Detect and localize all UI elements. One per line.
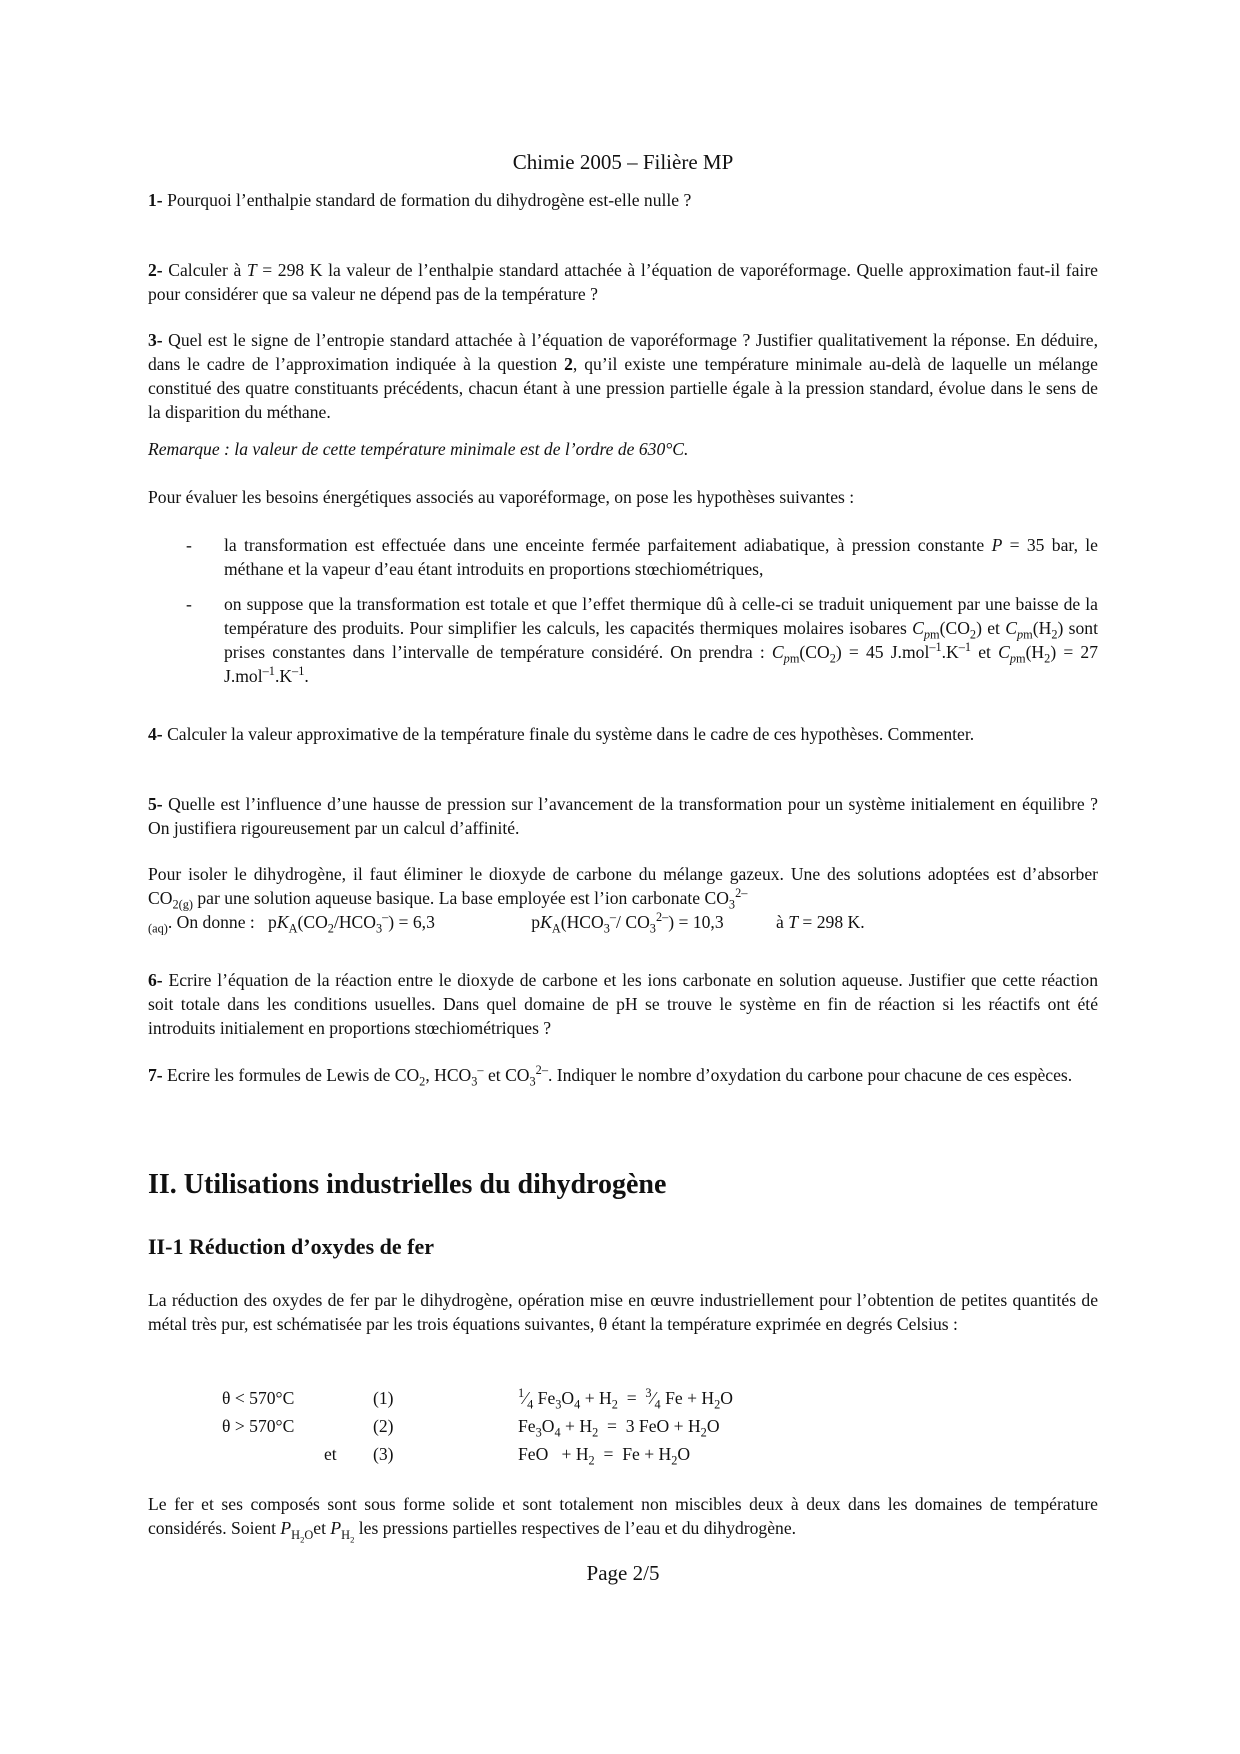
equation-condition: θ > 570°C <box>222 1416 295 1436</box>
page-header: Chimie 2005 – Filière MP <box>512 150 734 174</box>
question-7: 7- Ecrire les formules de Lewis de $CO_2$, $HCO_3^-$ et $CO_3^{2-}$. Indiquer le nombre d’oxydation du carbone pour chacune de ces espèces. <box>148 1063 1073 1089</box>
remark: Remarque : la valeur de cette température minimale est de l’ordre de 630°C. <box>148 439 689 459</box>
equation-number: (1) <box>373 1388 394 1408</box>
question-text: Quelle est l’influence d’une hausse de pression sur l’avancement de la transformation pour un système initialement en équilibre ? On justifiera rigoureusement par un calcul d’affinité. <box>148 794 1098 838</box>
equation-formula: $^1⁄_4$ $Fe_3O_4 + H_2$ = $^3⁄_4$ $Fe + H_2O$ <box>518 1386 733 1412</box>
equation-row <box>222 1440 742 1468</box>
question-number: 2- <box>148 260 163 280</box>
co2-paragraph: Pour isoler le dihydrogène, il faut éliminer le dioxyde de carbone du mélange gazeux. Une des solutions adoptées est d’absorber $CO_{2(g)}$ par une solution aqueuse basique. La base employée est l’ion carbonate $CO_3^{2-}$ $_{(aq)}$. On donne : $pK_A(CO_2/HCO_3^-) = 6,3$ $pK_A(HCO_3^-/$ $CO_3^{2-}) = 10,3$ à T = 298 K. <box>148 864 1098 936</box>
reduction-intro: La réduction des oxydes de fer par le dihydrogène, opération mise en œuvre industriellement pour l’obtention de petites quantités de métal très pur, est schématisée par les trois équations suivantes, θ étant la température exprimée en degrés Celsius : <box>148 1290 1098 1334</box>
section-title: II. Utilisations industrielles du dihydrogène <box>148 1169 667 1200</box>
question-3: 3- Quel est le signe de l’entropie standard attachée à l’équation de vaporéformage ? Justifier qualitativement la réponse. En déduire, dans le cadre de l’approximation indiquée à la question 2, qu’il existe une température minimale au-delà de laquelle un mélange constitué des quatre constituants précédents, chacun étant à une pression partielle égale à la pression standard, évolue dans le sens de la disparition du méthane. <box>148 330 1098 422</box>
list-item: - la transformation est effectuée dans une enceinte fermée parfaitement adiabatique, à pression constante P = 35 bar, le méthane et la vapeur d’eau étant introduits en proportions stœchiométriques, <box>186 535 1098 579</box>
equation-number: (2) <box>373 1416 394 1436</box>
page-footer: Page 2/5 <box>586 1561 660 1585</box>
equation-list <box>222 1384 742 1468</box>
equation-formula: FeO + $H_2 = Fe + H_2O$ <box>518 1444 691 1468</box>
equation-condition: θ < 570°C <box>222 1388 295 1408</box>
question-number: 6- <box>148 970 163 990</box>
question-text: Calculer la valeur approximative de la température finale du système dans le cadre de ces hypothèses. Commenter. <box>167 724 975 744</box>
question-6 <box>148 968 1098 1040</box>
hypotheses-list <box>148 533 1098 688</box>
question-number: 1- <box>148 190 163 210</box>
question-text: Pourquoi l’enthalpie standard de formation du dihydrogène est-elle nulle ? <box>167 190 692 210</box>
question-number: 3- <box>148 330 163 350</box>
equation-row <box>222 1412 742 1440</box>
question-number: 4- <box>148 724 163 744</box>
question-text: Ecrire l’équation de la réaction entre le dioxyde de carbone et les ions carbonate en solution aqueuse. Justifier que cette réaction soit totale dans les conditions usuelles. Dans quel domaine de pH se trouve le système en fin de réaction si les réactifs ont été introduits initialement en proportions stœchiométriques ? <box>148 970 1098 1038</box>
list-item: - on suppose que la transformation est totale et que l’effet thermique dû à celle-ci se traduit uniquement par une baisse de la température des produits. Pour simplifier les calculs, les capacités thermiques molaires isobares $C_{pm}(CO_2)$ et $C_{pm}(H_2)$ sont prises constantes dans l’intervalle de température considéré. On prendra : $C_{pm}(CO_2) = 45$ $J.mol^{-1}.K^{-1}$ et $C_{pm}(H_2) = 27$ $J.mol^{-1}.K^{-1}$. <box>186 594 1099 686</box>
equation-row <box>222 1384 742 1412</box>
question-number: 5- <box>148 794 163 814</box>
question-2: 2- Calculer à T = 298 K la valeur de l’enthalpie standard attachée à l’équation de vaporéformage. Quelle approximation faut-il faire pour considérer que sa valeur ne dépend pas de la température ? <box>148 260 1098 304</box>
subsection-title: II-1 Réduction d’oxydes de fer <box>148 1234 434 1259</box>
question-number: 7- <box>148 1065 163 1085</box>
list-dash: - <box>186 535 192 555</box>
closing-paragraph: Le fer et ses composés sont sous forme solide et sont totalement non miscibles deux à deux dans les domaines de température considérés. Soient $P_{H_2O}et$ $P_{H_2}$ les pressions partielles respectives de l’eau et du dihydrogène. <box>148 1494 1098 1544</box>
equation-number: (3) <box>373 1444 394 1464</box>
question-4 <box>148 722 1098 746</box>
question-1 <box>148 188 1098 212</box>
equation-formula: $Fe_3O_4 + H_2 = 3$ FeO + $H_2O$ <box>518 1416 720 1440</box>
equation-conjunction: et <box>324 1444 337 1464</box>
question-5 <box>148 792 1098 840</box>
list-dash: - <box>186 594 192 614</box>
hypotheses-intro: Pour évaluer les besoins énergétiques associés au vaporéformage, on pose les hypothèses suivantes : <box>148 487 855 507</box>
